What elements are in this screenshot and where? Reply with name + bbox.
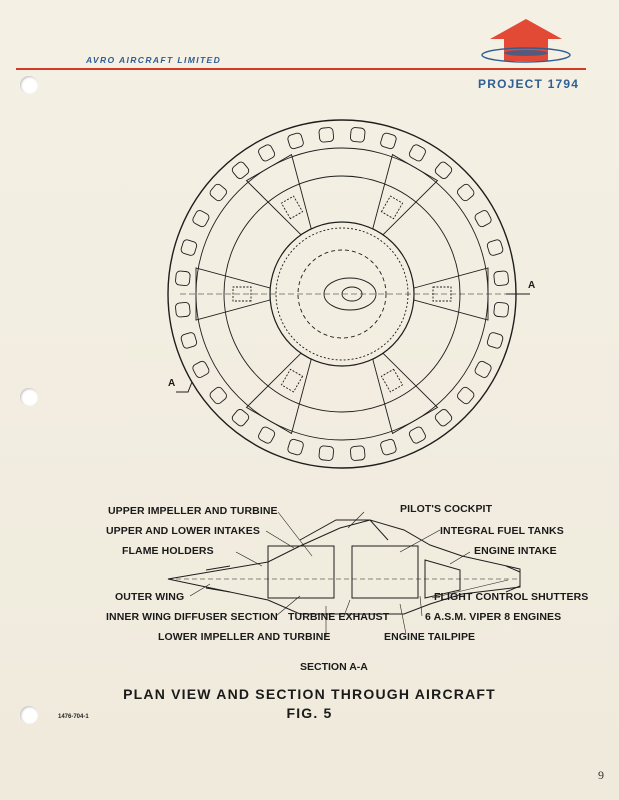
intake-port [191,360,210,379]
intake-port [408,143,427,162]
intake-port [257,426,276,445]
intake-port [350,127,365,142]
intake-port [231,408,251,428]
callout-flight-control-shutters: FLIGHT CONTROL SHUTTERS [434,591,589,603]
intake-port [180,239,197,256]
callout-upper-lower-intakes: UPPER AND LOWER INTAKES [106,525,260,537]
figure-number: FIG. 5 [286,705,333,721]
intake-port [208,386,228,406]
intake-port [474,209,493,228]
callout-flame-holders: FLAME HOLDERS [122,545,214,557]
intake-port [319,127,334,142]
callout-inner-wing-diffuser: INNER WING DIFFUSER SECTION [106,611,278,623]
intake-port [175,271,190,286]
callout-engine-intake: ENGINE INTAKE [474,545,557,557]
cockpit-canopy [300,520,388,540]
intake-port [350,446,365,461]
intake-port [486,332,503,349]
section-line-left [176,382,192,392]
intake-port [434,408,454,428]
intake-port [494,271,509,286]
intake-port [319,446,334,461]
intake-port [175,302,190,317]
intake-port [180,332,197,349]
intake-port [456,386,476,406]
section-label: SECTION A-A [300,661,368,673]
document-number: 1476-704-1 [58,714,89,720]
callout-outer-wing: OUTER WING [115,591,185,603]
impeller-box-left [268,546,334,598]
plan-view [168,120,530,468]
figure-title: PLAN VIEW AND SECTION THROUGH AIRCRAFT [123,686,496,702]
intake-port [287,132,304,149]
impeller-box-right [352,546,418,598]
callout-turbine-exhaust: TURBINE EXHAUST [288,611,390,623]
intake-port [408,426,427,445]
project-title: PROJECT 1794 [478,77,580,91]
intake-port [380,438,397,455]
page-number: 9 [598,768,604,782]
intake-port [191,209,210,228]
callout-lower-impeller-turbine: LOWER IMPELLER AND TURBINE [158,631,331,643]
callout-pilots-cockpit: PILOT'S COCKPIT [400,503,493,515]
callout-upper-impeller-turbine: UPPER IMPELLER AND TURBINE [108,505,278,517]
callout-engine-tailpipe: ENGINE TAILPIPE [384,631,476,643]
intake-port [486,239,503,256]
intake-port [456,183,476,203]
intake-port [494,302,509,317]
callout-viper-engines: 6 A.S.M. VIPER 8 ENGINES [425,611,562,623]
section-mark-right: A [528,280,536,291]
cockpit-outline [324,278,376,310]
section-mark-left: A [168,378,176,389]
intake-port [231,160,251,180]
intake-port [434,160,454,180]
intake-port [474,360,493,379]
intake-port [208,183,228,203]
intake-port [287,438,304,455]
intake-port [257,143,276,162]
callout-integral-fuel-tanks: INTEGRAL FUEL TANKS [440,525,564,537]
intake-port [380,132,397,149]
company-name: AVRO AIRCRAFT LIMITED [86,55,222,65]
